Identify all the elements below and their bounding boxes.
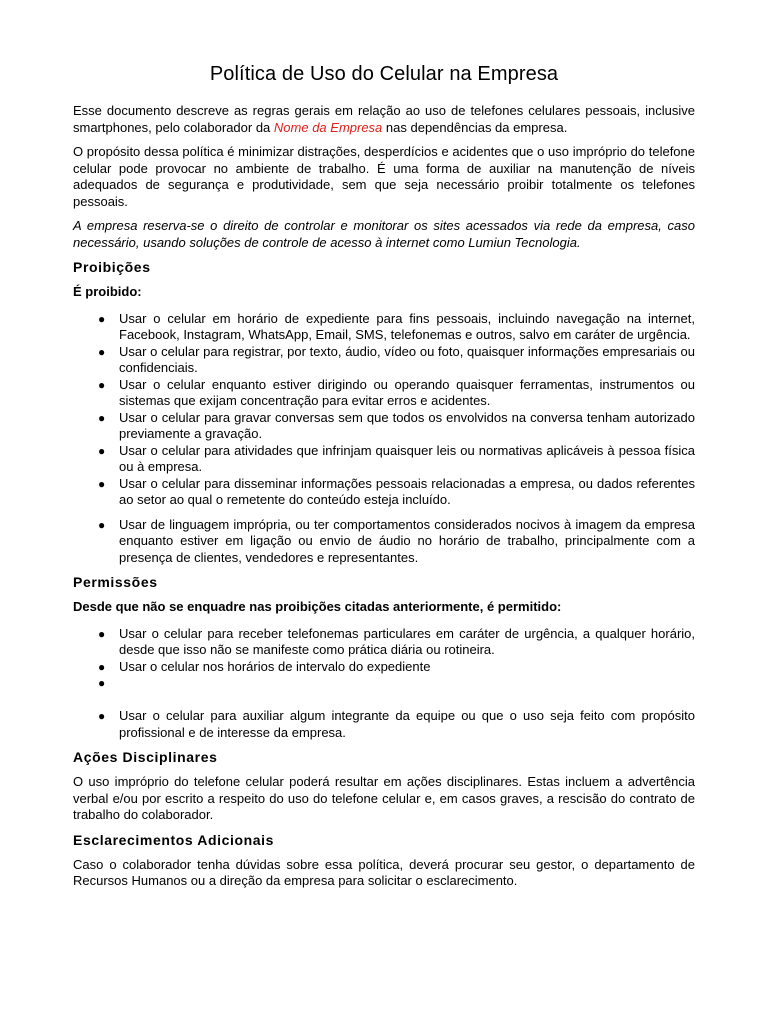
section-heading-disciplinary: Ações Disciplinares (73, 749, 218, 765)
list-item-text: Usar o celular para atividades que infrinjam quaisquer leis ou normativas aplicáveis à pessoa física ou à empresa. (119, 442, 695, 474)
intro-paragraph-2: O propósito dessa política é minimizar distrações, desperdícios e acidentes que o uso impróprio do telefone celular pode provocar no ambiente de trabalho. É uma forma de auxiliar na manutenção de níveis adequados de segurança e produtividade, sem que seja necessário proibir totalmente os telefones pessoais. (73, 144, 695, 209)
list-item-empty (73, 675, 695, 708)
intro-paragraph-1 (73, 103, 695, 136)
list-item-text: Usar o celular para receber telefonemas particulares em caráter de urgência, a qualquer horário, desde que isso não se manifeste como prática diária ou rotineira. (119, 625, 695, 657)
list-item (73, 517, 695, 567)
disciplinary-text: O uso impróprio do telefone celular poderá resultar em ações disciplinares. Estas incluem a advertência verbal e/ou por escrito a respeito do uso do telefone celular e, em casos graves, a rescisão do contrato de trabalho do colaborador. (73, 774, 695, 822)
list-item (73, 443, 695, 476)
bullet-icon: ● (98, 517, 106, 532)
list-item-text: Usar o celular nos horários de intervalo do expediente (119, 658, 431, 674)
section-heading-permissions: Permissões (73, 574, 158, 590)
list-item (73, 377, 695, 410)
permissions-lead: Desde que não se enquadre nas proibições citadas anteriormente, é permitido: (73, 599, 562, 614)
list-item (73, 344, 695, 377)
section-heading-clarifications: Esclarecimentos Adicionais (73, 831, 275, 848)
prohibitions-list (73, 311, 695, 567)
bullet-icon: ● (98, 709, 106, 723)
bullet-icon: ● (98, 311, 106, 326)
list-item-text: Usar o celular para disseminar informações pessoais relacionadas a empresa, ou dados referentes ao setor ao qual o remetente do conteúdo esteja incluído. (119, 475, 695, 507)
bullet-icon: ● (98, 676, 106, 690)
clarifications-text: Caso o colaborador tenha dúvidas sobre essa política, deverá procurar seu gestor, o departamento de Recursos Humanos ou a direção da empresa para solicitar o esclarecimento. (73, 856, 695, 888)
list-item (73, 659, 695, 676)
list-item-text: Usar o celular para auxiliar algum integrante da equipe ou que o uso seja feito com propósito profissional e de interesse da empresa. (119, 708, 695, 740)
list-item-text: Usar o celular para gravar conversas sem que todos os envolvidos na conversa tenham autorizado previamente a gravação. (119, 409, 695, 441)
bullet-icon: ● (98, 626, 106, 641)
prohibitions-lead: É proibido: (73, 284, 142, 299)
list-item (73, 311, 695, 344)
list-item (73, 476, 695, 509)
list-item-text: Usar de linguagem imprópria, ou ter comportamentos considerados nocivos à imagem da empresa enquanto estiver em ligação ou envio de áudio no horário de trabalho, principalmente com a presença de clientes, vendedores e representantes. (119, 516, 695, 565)
list-item (73, 626, 695, 659)
permissions-list (73, 626, 695, 742)
list-item-text: Usar o celular enquanto estiver dirigindo ou operando quaisquer ferramentas, instrumentos ou sistemas que exijam concentração para evitar erros e acidentes. (119, 376, 695, 408)
bullet-icon: ● (98, 476, 106, 491)
list-item-text: Usar o celular para registrar, por texto, áudio, vídeo ou foto, quaisquer informações empresariais ou confidenciais. (119, 343, 695, 375)
list-item (73, 410, 695, 443)
bullet-icon: ● (98, 443, 106, 458)
bullet-icon: ● (98, 344, 106, 359)
bullet-icon: ● (98, 377, 106, 392)
company-name-placeholder: Nome da Empresa (273, 119, 383, 135)
intro-text-1a: Esse documento descreve as regras gerais em relação ao uso de telefones celulares pessoais, inclusive smartphones, pelo colaborador da (73, 103, 695, 135)
bullet-icon: ● (98, 410, 106, 425)
list-item-text: Usar o celular em horário de expediente para fins pessoais, incluindo navegação na internet, Facebook, Instagram, WhatsApp, Email, SMS, telefonemas e outros, salvo em caráter de urgência. (119, 310, 695, 342)
intro-paragraph-3: A empresa reserva-se o direito de controlar e monitorar os sites acessados via rede da empresa, caso necessário, usando soluções de controle de acesso à internet como Lumiun Tecnologia. (73, 218, 695, 250)
intro-text-1b: nas dependências da empresa. (382, 119, 568, 135)
document-title: Política de Uso do Celular na Empresa (209, 63, 559, 85)
section-heading-prohibitions: Proibições (73, 259, 151, 275)
list-item (73, 708, 695, 741)
bullet-icon: ● (98, 659, 106, 674)
